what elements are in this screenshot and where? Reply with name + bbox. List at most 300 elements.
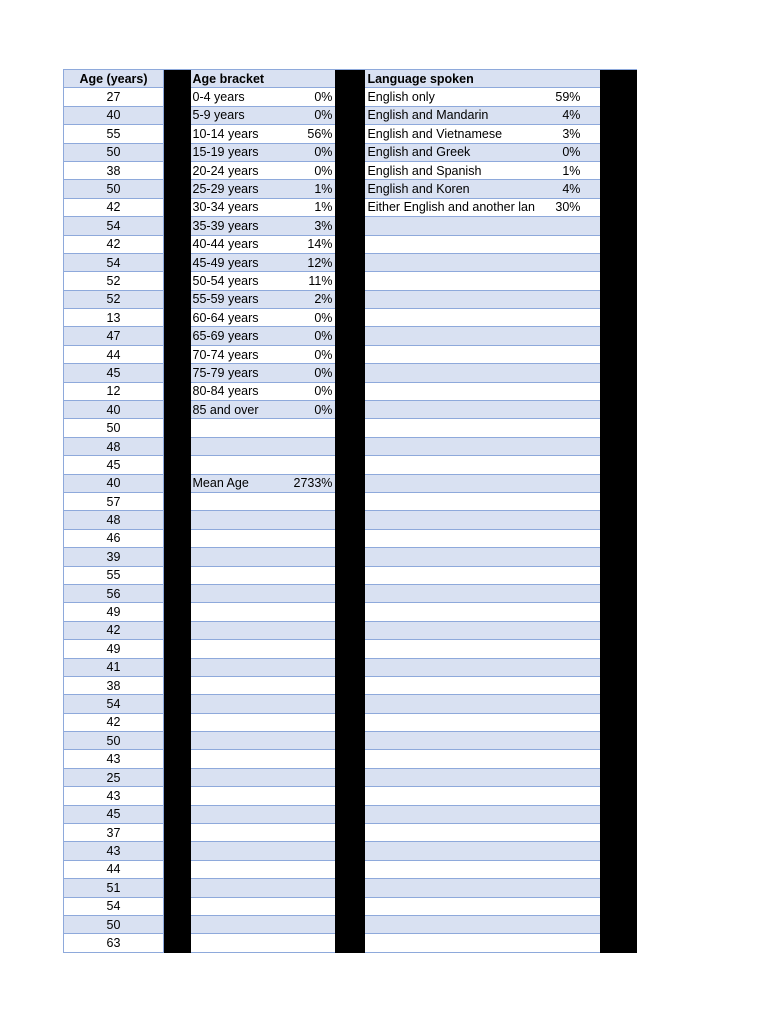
separator-cell bbox=[164, 70, 191, 88]
separator-cell bbox=[164, 640, 191, 658]
empty-cell[interactable] bbox=[292, 658, 336, 676]
empty-cell[interactable] bbox=[543, 419, 600, 437]
empty-cell[interactable] bbox=[292, 456, 336, 474]
age-cell[interactable]: 44 bbox=[64, 345, 164, 363]
empty-cell[interactable] bbox=[292, 750, 336, 768]
language-label-cell[interactable]: Either English and another lan bbox=[365, 198, 543, 216]
empty-cell[interactable] bbox=[543, 253, 600, 271]
empty-cell[interactable] bbox=[365, 695, 543, 713]
empty-cell[interactable] bbox=[365, 805, 543, 823]
empty-cell[interactable] bbox=[543, 658, 600, 676]
empty-cell[interactable] bbox=[543, 805, 600, 823]
separator-cell bbox=[335, 640, 365, 658]
separator-cell bbox=[335, 842, 365, 860]
separator-cell bbox=[335, 70, 365, 88]
age-cell[interactable]: 40 bbox=[64, 474, 164, 492]
table-row bbox=[64, 897, 638, 915]
separator-cell bbox=[335, 437, 365, 455]
bracket-pct-cell[interactable]: 12% bbox=[292, 253, 336, 271]
age-cell[interactable]: 48 bbox=[64, 511, 164, 529]
age-cell[interactable]: 41 bbox=[64, 658, 164, 676]
empty-cell[interactable] bbox=[543, 676, 600, 694]
empty-cell[interactable] bbox=[365, 548, 543, 566]
empty-cell[interactable] bbox=[543, 437, 600, 455]
empty-cell[interactable] bbox=[365, 364, 543, 382]
empty-cell[interactable] bbox=[365, 768, 543, 786]
empty-cell[interactable] bbox=[543, 915, 600, 933]
empty-cell[interactable] bbox=[543, 732, 600, 750]
empty-cell[interactable] bbox=[365, 456, 543, 474]
mean-age-value[interactable]: 2733% bbox=[292, 474, 336, 492]
bracket-pct-cell[interactable]: 14% bbox=[292, 235, 336, 253]
bracket-pct-cell[interactable]: 0% bbox=[292, 364, 336, 382]
empty-cell[interactable] bbox=[191, 603, 292, 621]
separator-cell bbox=[600, 290, 637, 308]
empty-cell[interactable] bbox=[365, 603, 543, 621]
empty-cell[interactable] bbox=[292, 897, 336, 915]
table-row bbox=[64, 143, 638, 161]
table-row bbox=[64, 198, 638, 216]
empty-cell[interactable] bbox=[543, 603, 600, 621]
separator-cell bbox=[164, 401, 191, 419]
age-cell[interactable]: 55 bbox=[64, 125, 164, 143]
bracket-pct-cell[interactable]: 1% bbox=[292, 198, 336, 216]
table-row bbox=[64, 125, 638, 143]
empty-cell[interactable] bbox=[543, 217, 600, 235]
empty-cell[interactable] bbox=[543, 842, 600, 860]
separator-cell bbox=[335, 474, 365, 492]
bracket-label-cell[interactable]: 50-54 years bbox=[191, 272, 292, 290]
age-cell[interactable]: 57 bbox=[64, 492, 164, 510]
separator-cell bbox=[164, 566, 191, 584]
empty-cell[interactable] bbox=[191, 768, 292, 786]
bracket-pct-cell[interactable]: 0% bbox=[292, 143, 336, 161]
separator-cell bbox=[600, 474, 637, 492]
table-row bbox=[64, 309, 638, 327]
bracket-header[interactable]: Age bracket bbox=[191, 70, 336, 88]
bracket-label-cell[interactable]: 35-39 years bbox=[191, 217, 292, 235]
separator-cell bbox=[335, 290, 365, 308]
empty-cell[interactable] bbox=[292, 621, 336, 639]
empty-cell[interactable] bbox=[365, 217, 543, 235]
separator-cell bbox=[335, 787, 365, 805]
age-cell[interactable]: 45 bbox=[64, 364, 164, 382]
empty-cell[interactable] bbox=[191, 879, 292, 897]
age-cell[interactable]: 27 bbox=[64, 88, 164, 106]
empty-cell[interactable] bbox=[292, 860, 336, 878]
bracket-pct-cell[interactable]: 0% bbox=[292, 88, 336, 106]
separator-cell bbox=[335, 713, 365, 731]
bracket-label-cell[interactable]: 70-74 years bbox=[191, 345, 292, 363]
empty-cell[interactable] bbox=[292, 640, 336, 658]
empty-cell[interactable] bbox=[191, 824, 292, 842]
empty-cell[interactable] bbox=[191, 621, 292, 639]
separator-cell bbox=[600, 327, 637, 345]
empty-cell[interactable] bbox=[292, 842, 336, 860]
separator-cell bbox=[600, 897, 637, 915]
empty-cell[interactable] bbox=[365, 382, 543, 400]
age-cell[interactable]: 50 bbox=[64, 143, 164, 161]
empty-cell[interactable] bbox=[365, 824, 543, 842]
table-row bbox=[64, 456, 638, 474]
table-row bbox=[64, 327, 638, 345]
empty-cell[interactable] bbox=[292, 492, 336, 510]
empty-cell[interactable] bbox=[543, 824, 600, 842]
age-cell[interactable]: 49 bbox=[64, 603, 164, 621]
age-cell[interactable]: 43 bbox=[64, 787, 164, 805]
separator-cell bbox=[164, 805, 191, 823]
empty-cell[interactable] bbox=[543, 584, 600, 602]
empty-cell[interactable] bbox=[292, 768, 336, 786]
language-label-cell[interactable]: English and Greek bbox=[365, 143, 543, 161]
table-row bbox=[64, 106, 638, 124]
age-cell[interactable]: 38 bbox=[64, 676, 164, 694]
age-cell[interactable]: 45 bbox=[64, 456, 164, 474]
empty-cell[interactable] bbox=[292, 713, 336, 731]
age-cell[interactable]: 12 bbox=[64, 382, 164, 400]
empty-cell[interactable] bbox=[365, 658, 543, 676]
empty-cell[interactable] bbox=[365, 860, 543, 878]
empty-cell[interactable] bbox=[543, 235, 600, 253]
empty-cell[interactable] bbox=[365, 750, 543, 768]
age-header[interactable]: Age (years) bbox=[64, 70, 164, 88]
empty-cell[interactable] bbox=[292, 805, 336, 823]
separator-cell bbox=[335, 695, 365, 713]
empty-cell[interactable] bbox=[543, 382, 600, 400]
empty-cell[interactable] bbox=[191, 676, 292, 694]
empty-cell[interactable] bbox=[365, 272, 543, 290]
empty-cell[interactable] bbox=[543, 768, 600, 786]
empty-cell[interactable] bbox=[543, 750, 600, 768]
empty-cell[interactable] bbox=[365, 879, 543, 897]
empty-cell[interactable] bbox=[365, 676, 543, 694]
language-pct-cell[interactable]: 0% bbox=[543, 143, 600, 161]
bracket-label-cell[interactable]: 40-44 years bbox=[191, 235, 292, 253]
separator-cell bbox=[164, 253, 191, 271]
empty-cell[interactable] bbox=[543, 787, 600, 805]
age-cell[interactable]: 54 bbox=[64, 897, 164, 915]
separator-cell bbox=[600, 768, 637, 786]
bracket-label-cell[interactable]: 75-79 years bbox=[191, 364, 292, 382]
language-header[interactable]: Language spoken bbox=[365, 70, 600, 88]
empty-cell[interactable] bbox=[191, 566, 292, 584]
bracket-pct-cell[interactable]: 0% bbox=[292, 401, 336, 419]
empty-cell[interactable] bbox=[191, 750, 292, 768]
language-pct-cell[interactable]: 59% bbox=[543, 88, 600, 106]
separator-cell bbox=[600, 879, 637, 897]
age-cell[interactable]: 50 bbox=[64, 732, 164, 750]
separator-cell bbox=[600, 272, 637, 290]
empty-cell[interactable] bbox=[543, 566, 600, 584]
empty-cell[interactable] bbox=[191, 897, 292, 915]
age-cell[interactable]: 45 bbox=[64, 805, 164, 823]
table-row bbox=[64, 640, 638, 658]
age-cell[interactable]: 39 bbox=[64, 548, 164, 566]
separator-cell bbox=[335, 897, 365, 915]
empty-cell[interactable] bbox=[191, 860, 292, 878]
empty-cell[interactable] bbox=[292, 548, 336, 566]
empty-cell[interactable] bbox=[365, 419, 543, 437]
separator-cell bbox=[164, 879, 191, 897]
table-row bbox=[64, 915, 638, 933]
empty-cell[interactable] bbox=[543, 327, 600, 345]
age-cell[interactable]: 54 bbox=[64, 217, 164, 235]
separator-cell bbox=[164, 272, 191, 290]
age-cell[interactable]: 42 bbox=[64, 235, 164, 253]
table-row bbox=[64, 787, 638, 805]
empty-cell[interactable] bbox=[292, 676, 336, 694]
language-label-cell[interactable]: English and Spanish bbox=[365, 161, 543, 179]
age-cell[interactable]: 50 bbox=[64, 419, 164, 437]
spreadsheet-table bbox=[63, 69, 637, 953]
empty-cell[interactable] bbox=[543, 621, 600, 639]
separator-cell bbox=[164, 768, 191, 786]
table-row bbox=[64, 88, 638, 106]
empty-cell[interactable] bbox=[292, 603, 336, 621]
empty-cell[interactable] bbox=[543, 548, 600, 566]
empty-cell[interactable] bbox=[292, 879, 336, 897]
bracket-pct-cell[interactable]: 0% bbox=[292, 161, 336, 179]
separator-cell bbox=[335, 327, 365, 345]
age-cell[interactable]: 50 bbox=[64, 915, 164, 933]
empty-cell[interactable] bbox=[365, 897, 543, 915]
age-cell[interactable]: 55 bbox=[64, 566, 164, 584]
empty-cell[interactable] bbox=[365, 842, 543, 860]
separator-cell bbox=[600, 805, 637, 823]
age-cell[interactable]: 40 bbox=[64, 106, 164, 124]
bracket-label-cell[interactable]: 85 and over bbox=[191, 401, 292, 419]
bracket-label-cell[interactable]: 65-69 years bbox=[191, 327, 292, 345]
empty-cell[interactable] bbox=[543, 456, 600, 474]
separator-cell bbox=[335, 511, 365, 529]
empty-cell[interactable] bbox=[191, 934, 292, 952]
table-row bbox=[64, 750, 638, 768]
bracket-pct-cell[interactable]: 0% bbox=[292, 382, 336, 400]
age-cell[interactable]: 52 bbox=[64, 290, 164, 308]
empty-cell[interactable] bbox=[365, 584, 543, 602]
empty-cell[interactable] bbox=[543, 879, 600, 897]
empty-cell[interactable] bbox=[543, 272, 600, 290]
age-cell[interactable]: 44 bbox=[64, 860, 164, 878]
bracket-label-cell[interactable]: 5-9 years bbox=[191, 106, 292, 124]
empty-cell[interactable] bbox=[292, 787, 336, 805]
language-label-cell[interactable]: English only bbox=[365, 88, 543, 106]
separator-cell bbox=[335, 401, 365, 419]
empty-cell[interactable] bbox=[365, 732, 543, 750]
empty-cell[interactable] bbox=[292, 566, 336, 584]
empty-cell[interactable] bbox=[292, 419, 336, 437]
language-pct-cell[interactable]: 30% bbox=[543, 198, 600, 216]
bracket-label-cell[interactable]: 60-64 years bbox=[191, 309, 292, 327]
empty-cell[interactable] bbox=[543, 401, 600, 419]
language-pct-cell[interactable]: 4% bbox=[543, 106, 600, 124]
empty-cell[interactable] bbox=[191, 419, 292, 437]
table-row bbox=[64, 842, 638, 860]
empty-cell[interactable] bbox=[543, 640, 600, 658]
age-cell[interactable]: 42 bbox=[64, 621, 164, 639]
age-cell[interactable]: 54 bbox=[64, 695, 164, 713]
bracket-pct-cell[interactable]: 3% bbox=[292, 217, 336, 235]
bracket-pct-cell[interactable]: 0% bbox=[292, 327, 336, 345]
age-cell[interactable]: 54 bbox=[64, 253, 164, 271]
age-cell[interactable]: 43 bbox=[64, 842, 164, 860]
separator-cell bbox=[600, 253, 637, 271]
separator-cell bbox=[164, 364, 191, 382]
empty-cell[interactable] bbox=[365, 787, 543, 805]
bracket-pct-cell[interactable]: 0% bbox=[292, 345, 336, 363]
empty-cell[interactable] bbox=[543, 364, 600, 382]
empty-cell[interactable] bbox=[191, 805, 292, 823]
empty-cell[interactable] bbox=[365, 345, 543, 363]
separator-cell bbox=[600, 161, 637, 179]
empty-cell[interactable] bbox=[191, 492, 292, 510]
empty-cell[interactable] bbox=[292, 915, 336, 933]
separator-cell bbox=[164, 824, 191, 842]
empty-cell[interactable] bbox=[365, 290, 543, 308]
empty-cell[interactable] bbox=[543, 713, 600, 731]
empty-cell[interactable] bbox=[292, 584, 336, 602]
bracket-label-cell[interactable]: 0-4 years bbox=[191, 88, 292, 106]
empty-cell[interactable] bbox=[365, 640, 543, 658]
separator-cell bbox=[164, 382, 191, 400]
empty-cell[interactable] bbox=[365, 327, 543, 345]
empty-cell[interactable] bbox=[191, 437, 292, 455]
empty-cell[interactable] bbox=[191, 584, 292, 602]
age-cell[interactable]: 42 bbox=[64, 198, 164, 216]
separator-cell bbox=[600, 70, 637, 88]
empty-cell[interactable] bbox=[365, 713, 543, 731]
mean-age-label[interactable]: Mean Age bbox=[191, 474, 292, 492]
empty-cell[interactable] bbox=[543, 345, 600, 363]
empty-cell[interactable] bbox=[543, 934, 600, 952]
empty-cell[interactable] bbox=[292, 824, 336, 842]
empty-cell[interactable] bbox=[292, 695, 336, 713]
table-row bbox=[64, 824, 638, 842]
separator-cell bbox=[600, 198, 637, 216]
empty-cell[interactable] bbox=[191, 732, 292, 750]
empty-cell[interactable] bbox=[365, 934, 543, 952]
empty-cell[interactable] bbox=[191, 915, 292, 933]
empty-cell[interactable] bbox=[543, 309, 600, 327]
separator-cell bbox=[164, 787, 191, 805]
empty-cell[interactable] bbox=[191, 511, 292, 529]
language-pct-cell[interactable]: 4% bbox=[543, 180, 600, 198]
bracket-label-cell[interactable]: 20-24 years bbox=[191, 161, 292, 179]
age-cell[interactable]: 37 bbox=[64, 824, 164, 842]
bracket-label-cell[interactable]: 30-34 years bbox=[191, 198, 292, 216]
age-cell[interactable]: 43 bbox=[64, 750, 164, 768]
separator-cell bbox=[164, 860, 191, 878]
age-cell[interactable]: 52 bbox=[64, 272, 164, 290]
empty-cell[interactable] bbox=[191, 713, 292, 731]
empty-cell[interactable] bbox=[292, 437, 336, 455]
bracket-pct-cell[interactable]: 0% bbox=[292, 309, 336, 327]
separator-cell bbox=[335, 584, 365, 602]
language-pct-cell[interactable]: 3% bbox=[543, 125, 600, 143]
bracket-pct-cell[interactable]: 2% bbox=[292, 290, 336, 308]
language-label-cell[interactable]: English and Vietnamese bbox=[365, 125, 543, 143]
empty-cell[interactable] bbox=[365, 401, 543, 419]
age-cell[interactable]: 49 bbox=[64, 640, 164, 658]
age-cell[interactable]: 63 bbox=[64, 934, 164, 952]
age-cell[interactable]: 50 bbox=[64, 180, 164, 198]
bracket-label-cell[interactable]: 15-19 years bbox=[191, 143, 292, 161]
empty-cell[interactable] bbox=[365, 309, 543, 327]
empty-cell[interactable] bbox=[543, 695, 600, 713]
empty-cell[interactable] bbox=[191, 787, 292, 805]
age-cell[interactable]: 38 bbox=[64, 161, 164, 179]
bracket-label-cell[interactable]: 45-49 years bbox=[191, 253, 292, 271]
empty-cell[interactable] bbox=[365, 915, 543, 933]
empty-cell[interactable] bbox=[191, 548, 292, 566]
empty-cell[interactable] bbox=[191, 456, 292, 474]
age-cell[interactable]: 48 bbox=[64, 437, 164, 455]
empty-cell[interactable] bbox=[543, 529, 600, 547]
table-row bbox=[64, 713, 638, 731]
empty-cell[interactable] bbox=[365, 437, 543, 455]
separator-cell bbox=[600, 603, 637, 621]
empty-cell[interactable] bbox=[543, 492, 600, 510]
empty-cell[interactable] bbox=[543, 897, 600, 915]
bracket-pct-cell[interactable]: 11% bbox=[292, 272, 336, 290]
age-cell[interactable]: 40 bbox=[64, 401, 164, 419]
separator-cell bbox=[600, 842, 637, 860]
empty-cell[interactable] bbox=[543, 290, 600, 308]
empty-cell[interactable] bbox=[292, 934, 336, 952]
empty-cell[interactable] bbox=[365, 474, 543, 492]
empty-cell[interactable] bbox=[191, 842, 292, 860]
age-cell[interactable]: 51 bbox=[64, 879, 164, 897]
empty-cell[interactable] bbox=[543, 511, 600, 529]
bracket-label-cell[interactable]: 80-84 years bbox=[191, 382, 292, 400]
language-label-cell[interactable]: English and Mandarin bbox=[365, 106, 543, 124]
empty-cell[interactable] bbox=[365, 235, 543, 253]
age-cell[interactable]: 56 bbox=[64, 584, 164, 602]
separator-cell bbox=[335, 621, 365, 639]
empty-cell[interactable] bbox=[543, 474, 600, 492]
bracket-label-cell[interactable]: 10-14 years bbox=[191, 125, 292, 143]
language-pct-cell[interactable]: 1% bbox=[543, 161, 600, 179]
empty-cell[interactable] bbox=[292, 529, 336, 547]
empty-cell[interactable] bbox=[191, 695, 292, 713]
empty-cell[interactable] bbox=[365, 511, 543, 529]
language-label-cell[interactable]: English and Koren bbox=[365, 180, 543, 198]
empty-cell[interactable] bbox=[191, 529, 292, 547]
empty-cell[interactable] bbox=[365, 492, 543, 510]
empty-cell[interactable] bbox=[365, 566, 543, 584]
empty-cell[interactable] bbox=[365, 529, 543, 547]
empty-cell[interactable] bbox=[292, 511, 336, 529]
bracket-pct-cell[interactable]: 0% bbox=[292, 106, 336, 124]
empty-cell[interactable] bbox=[365, 253, 543, 271]
age-cell[interactable]: 13 bbox=[64, 309, 164, 327]
bracket-label-cell[interactable]: 25-29 years bbox=[191, 180, 292, 198]
separator-cell bbox=[600, 824, 637, 842]
empty-cell[interactable] bbox=[292, 732, 336, 750]
bracket-label-cell[interactable]: 55-59 years bbox=[191, 290, 292, 308]
age-cell[interactable]: 47 bbox=[64, 327, 164, 345]
empty-cell[interactable] bbox=[543, 860, 600, 878]
age-cell[interactable]: 42 bbox=[64, 713, 164, 731]
bracket-pct-cell[interactable]: 1% bbox=[292, 180, 336, 198]
empty-cell[interactable] bbox=[191, 658, 292, 676]
age-cell[interactable]: 46 bbox=[64, 529, 164, 547]
empty-cell[interactable] bbox=[191, 640, 292, 658]
age-cell[interactable]: 25 bbox=[64, 768, 164, 786]
bracket-pct-cell[interactable]: 56% bbox=[292, 125, 336, 143]
empty-cell[interactable] bbox=[365, 621, 543, 639]
separator-cell bbox=[164, 934, 191, 952]
